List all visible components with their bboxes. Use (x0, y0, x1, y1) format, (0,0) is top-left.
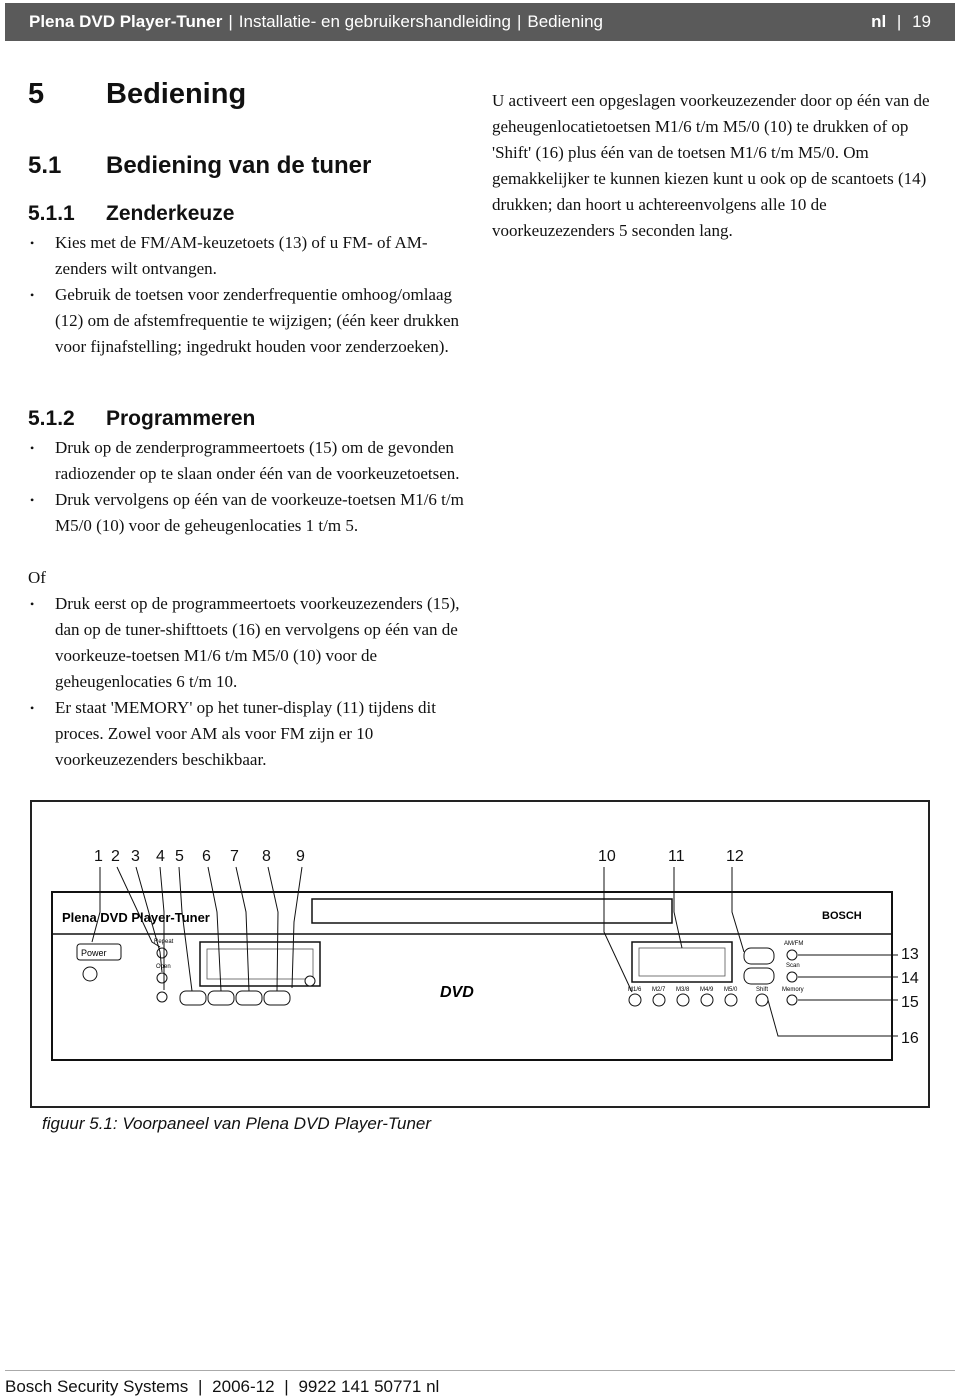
next-button[interactable] (236, 991, 262, 1005)
dvd-logo: DVD (440, 984, 474, 1001)
power-indicator (83, 967, 97, 981)
callout-12: 12 (726, 848, 744, 865)
dvd-display (200, 942, 320, 986)
preset-label-5: M5/0 (724, 987, 738, 993)
pause-button[interactable] (157, 992, 167, 1002)
preset-button-4[interactable] (701, 994, 713, 1006)
subsection-number: 5.1.2 (28, 407, 75, 430)
preset-label-2: M2/7 (652, 987, 666, 993)
panel-brand-logo: BOSCH (822, 910, 862, 922)
tune-up-button[interactable] (744, 948, 774, 964)
play-button[interactable] (208, 991, 234, 1005)
header-page-info: nl | 19 (871, 12, 931, 31)
subsection-number: 5.1.1 (28, 202, 75, 225)
subsection-title: Programmeren (106, 407, 256, 430)
panel-model-label: Plena DVD Player-Tuner (62, 910, 210, 925)
open-button[interactable] (157, 973, 167, 983)
footer-doc-number: 9922 141 50771 nl (298, 1377, 440, 1396)
list-item: • Gebruik de toetsen voor zenderfrequentie omhoog/omlaag (12) om de afstemfrequentie te wijzigen; (één keer drukken voor fijnafstelling; ingedrukt houden voor zenderzoeken). (28, 282, 478, 360)
disc-tray (312, 899, 672, 923)
callout-6: 6 (202, 848, 211, 865)
remote-sensor (305, 976, 315, 986)
front-panel-diagram (32, 802, 928, 1106)
subsection-heading-zenderkeuze (28, 202, 234, 226)
repeat-button[interactable] (157, 948, 167, 958)
programmeren-list-a (28, 435, 478, 539)
section-heading (28, 152, 371, 180)
open-label: Open (156, 964, 171, 970)
page-number: 19 (912, 12, 931, 31)
section-title: Bediening van de tuner (106, 152, 372, 179)
shift-button[interactable] (756, 994, 768, 1006)
repeat-label: Repeat (154, 939, 174, 945)
doc-title: Plena DVD Player-Tuner (29, 12, 223, 31)
preset-button-3[interactable] (677, 994, 689, 1006)
footer-date: 2006-12 (212, 1377, 275, 1396)
chapter-title: Bediening (106, 78, 247, 110)
callout-11: 11 (668, 848, 685, 865)
callout-5: 5 (175, 848, 184, 865)
callout-1: 1 (94, 848, 103, 865)
preset-label-4: M4/9 (700, 987, 714, 993)
subsection-heading-programmeren (28, 407, 255, 431)
zenderkeuze-list (28, 230, 478, 360)
chapter-number: 5 (28, 78, 45, 110)
callout-4: 4 (156, 848, 165, 865)
preset-label-3: M3/8 (676, 987, 690, 993)
list-item: • Er staat 'MEMORY' op het tuner-display (11) tijdens dit proces. Zowel voor AM als voor FM zijn er 10 voorkeuzezenders beschikbaar. (28, 695, 478, 773)
front-panel-figure (30, 800, 930, 1108)
subsection-title: Zenderkeuze (106, 202, 235, 225)
prev-button[interactable] (180, 991, 206, 1005)
callout-7: 7 (230, 848, 239, 865)
callout-10: 10 (598, 848, 616, 865)
list-item: • Druk op de zenderprogrammeertoets (15) om de gevonden radiozender op te slaan onder één van de voorkeuzetoetsen. (28, 435, 478, 487)
header-lang: nl (871, 12, 887, 31)
preset-button-1[interactable] (629, 994, 641, 1006)
header-section: Bediening (527, 12, 604, 31)
or-text: Of (28, 568, 46, 587)
tune-down-button[interactable] (744, 968, 774, 984)
page-footer: Bosch Security Systems | 2006-12 | 9922 141 50771 nl (5, 1370, 955, 1397)
callout-14: 14 (901, 970, 919, 987)
memory-button[interactable] (787, 995, 797, 1005)
figure-caption: figuur 5.1: Voorpaneel van Plena DVD Player-Tuner (42, 1114, 432, 1133)
page-header: Plena DVD Player-Tuner | Installatie- en gebruikershandleiding | Bediening nl | 19 (5, 3, 955, 41)
scan-label: Scan (786, 963, 800, 969)
list-item: • Druk vervolgens op één van de voorkeuze-toetsen M1/6 t/m M5/0 (10) voor de geheugenlocaties 1 t/m 5. (28, 487, 478, 539)
programmeren-list-b (28, 591, 478, 773)
amfm-label: AM/FM (784, 941, 804, 947)
callout-2: 2 (111, 848, 120, 865)
scan-button[interactable] (787, 972, 797, 982)
doc-type: Installatie- en gebruikershandleiding (238, 12, 511, 31)
section-number: 5.1 (28, 152, 62, 179)
memory-label: Memory (782, 987, 804, 993)
list-item: • Druk eerst op de programmeertoets voorkeuzezenders (15), dan op de tuner-shifttoets (16) en vervolgens op één van de voorkeuze-toetsen M1/6 t/m M5/0 (10) voor de geheugenlocaties 6 t/m 10. (28, 591, 478, 695)
preset-button-2[interactable] (653, 994, 665, 1006)
callout-16: 16 (901, 1030, 919, 1047)
callout-13: 13 (901, 946, 919, 963)
preset-label-1: M1/6 (628, 987, 642, 993)
chapter-heading (28, 78, 246, 111)
power-label: Power (81, 948, 107, 958)
callout-15: 15 (901, 994, 919, 1011)
list-item: • Kies met de FM/AM-keuzetoets (13) of u FM- of AM-zenders wilt ontvangen. (28, 230, 478, 282)
callout-9: 9 (296, 848, 305, 865)
callout-3: 3 (131, 848, 140, 865)
right-column-paragraph: U activeert een opgeslagen voorkeuzezender door op één van de geheugenlocatietoetsen M1/6 t/m M5/0 (10) te drukken of op 'Shift' (16) plus één van de toetsen M1/6 t/m M5/0. Om gemakkelijker te kunnen kiezen kunt u ook op de scantoets (14) drukken; dan hoort u achtereenvolgens alle 10 de voorkeuzezenders 5 seconden lang. (492, 91, 930, 240)
preset-button-5[interactable] (725, 994, 737, 1006)
callout-8: 8 (262, 848, 271, 865)
shift-label: Shift (756, 987, 769, 993)
amfm-button[interactable] (787, 950, 797, 960)
footer-company: Bosch Security Systems (5, 1377, 189, 1396)
stop-button[interactable] (264, 991, 290, 1005)
